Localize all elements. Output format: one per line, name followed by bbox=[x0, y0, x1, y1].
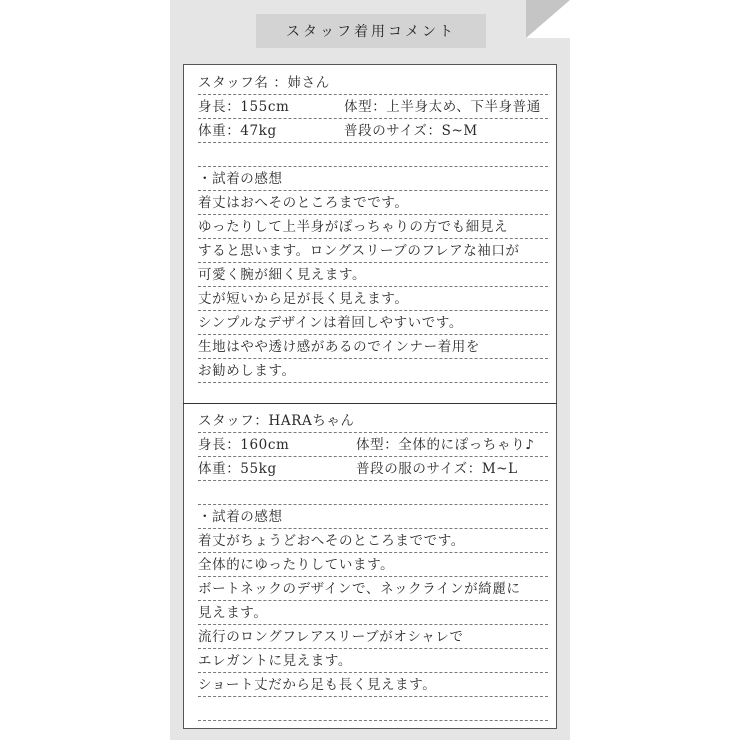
comment-line: 生地はやや透け感があるのでインナー着用を bbox=[198, 336, 548, 359]
staff-height: 身長：160cm bbox=[198, 437, 290, 453]
blank-line bbox=[198, 482, 548, 505]
staff-card-1 bbox=[183, 64, 557, 404]
comment-line: 流行のロングフレアスリーブがオシャレで bbox=[198, 626, 548, 649]
staff-size: 普段のサイズ：S~M bbox=[344, 123, 478, 139]
staff-build: 体型：上半身太め、下半身普通 bbox=[344, 99, 541, 115]
staff-height: 身長：155cm bbox=[198, 99, 290, 115]
staff-weight-size-row bbox=[198, 120, 548, 143]
comment-line: 着丈はおへそのところまでです。 bbox=[198, 192, 548, 215]
staff-name: スタッフ名 ：姉さん bbox=[198, 72, 548, 95]
blank-line bbox=[198, 698, 548, 721]
section-title: スタッフ着用コメント bbox=[256, 14, 486, 48]
comment-line: 着丈がちょうどおへそのところまでです。 bbox=[198, 530, 548, 553]
comment-line: ゆったりして上半身がぽっちゃりの方でも細見え bbox=[198, 216, 548, 239]
staff-weight: 体重：55kg bbox=[198, 461, 277, 477]
staff-height-build-row bbox=[198, 434, 548, 457]
staff-build: 体型：全体的にぽっちゃり♪ bbox=[356, 437, 535, 453]
comment-line: エレガントに見えます。 bbox=[198, 650, 548, 673]
comment-line: お勧めします。 bbox=[198, 360, 548, 383]
comment-line: 可愛く腕が細く見えます。 bbox=[198, 264, 548, 287]
comment-line: 丈が短いから足が長く見えます。 bbox=[198, 288, 548, 311]
impressions-heading: ・試着の感想 bbox=[198, 168, 548, 191]
staff-card-2 bbox=[183, 404, 557, 729]
comment-line: ボートネックのデザインで、ネックラインが綺麗に bbox=[198, 578, 548, 601]
staff-size: 普段の服のサイズ：M~L bbox=[356, 461, 518, 477]
staff-name: スタッフ：HARAちゃん bbox=[198, 410, 548, 433]
comment-line: ショート丈だから足も長く見えます。 bbox=[198, 674, 548, 697]
comment-line: シンプルなデザインは着回しやすいです。 bbox=[198, 312, 548, 335]
staff-weight-size-row bbox=[198, 458, 548, 481]
page-fold-triangle bbox=[526, 0, 570, 38]
comment-line: すると思います。ロングスリーブのフレアな袖口が bbox=[198, 240, 548, 263]
staff-weight: 体重：47kg bbox=[198, 123, 277, 139]
blank-line bbox=[198, 144, 548, 167]
staff-height-build-row bbox=[198, 96, 548, 119]
comment-line: 見えます。 bbox=[198, 602, 548, 625]
impressions-heading: ・試着の感想 bbox=[198, 506, 548, 529]
comment-line: 全体的にゆったりしています。 bbox=[198, 554, 548, 577]
